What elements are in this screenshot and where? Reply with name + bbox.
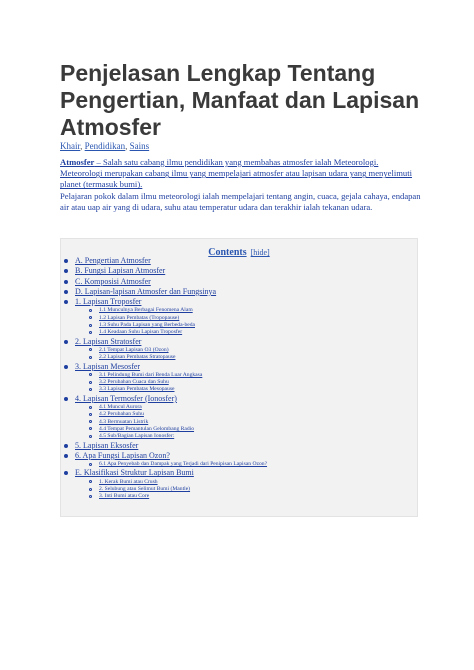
toc-link[interactable]: 1. Lapisan Troposfer [75,297,142,307]
circle-bullet-icon [89,348,92,351]
circle-bullet-icon [89,324,92,327]
toc-sublist [75,307,417,336]
circle-bullet-icon [89,316,92,319]
toc-sublink[interactable]: 4.2 Perubahan Suhu [99,411,144,418]
toc-link[interactable]: C. Komposisi Atmosfer [75,276,151,286]
intro-paragraph-2: Meteorologi merupakan cabang ilmu yang mempelajari atmosfer atau lapisan udara yang menyelimuti planet (termasuk bumi). [60,168,412,190]
circle-bullet-icon [89,331,92,334]
circle-bullet-icon [89,406,92,409]
intro-text [60,157,422,213]
toc-subitem [75,433,417,440]
intro-paragraph-1 [60,157,422,168]
bullet-icon [64,444,68,448]
toc-item [61,297,417,336]
toc-sublink[interactable]: 4.4 Tempat Pemantulan Gelombang Radio [99,425,195,432]
circle-bullet-icon [89,413,92,416]
toc-header [61,242,417,256]
toc-subitem [75,486,417,493]
toc-sublink[interactable]: 1.1 Munculnya Berbagai Fenomena Alam [99,307,193,314]
toc-sublink[interactable]: 1. Kerak Bumi atau Crush [99,478,158,485]
bullet-icon [64,280,68,284]
toc-link[interactable]: B. Fungsi Lapisan Atmosfer [75,266,166,276]
toc-item [61,266,417,276]
toc-subitem [75,404,417,411]
toc-item [61,362,417,394]
toc-sublist [75,479,417,501]
toc-sublink[interactable]: 3.1 Pelindung Bumi dari Benda Luar Angkasa [99,371,203,378]
toc-subitem [75,329,417,336]
circle-bullet-icon [89,495,92,498]
toc-link[interactable]: A. Pengertian Atmosfer [75,256,151,265]
category-link-pendidikan[interactable]: Pendidikan [84,141,126,151]
toc-link[interactable]: 4. Lapisan Termosfer (Ionosfer) [75,393,177,403]
toc-sublink[interactable]: 3.3 Lapisan Pembatas Mesopause [99,386,175,393]
toc-sublink[interactable]: 2. Selubung atau Selimut Bumi (Mantle) [99,486,191,493]
toc-subitem [75,411,417,418]
table-of-contents [60,238,418,517]
toc-sublink[interactable]: 1.2 Lapisan Pembatas (Tropopause) [99,314,180,321]
toc-title: Contents [208,247,247,258]
toc-subitem [75,354,417,361]
toc-link[interactable]: 5. Lapisan Eksosfer [75,440,139,450]
toc-subitem [75,461,417,468]
circle-bullet-icon [89,388,92,391]
toc-subitem [75,307,417,314]
bullet-icon [64,340,68,344]
toc-link[interactable]: 3. Lapisan Mesosfer [75,361,141,371]
toc-subitem [75,372,417,379]
category-links: Khair, Pendidikan, Sains [60,141,150,151]
circle-bullet-icon [89,480,92,483]
bullet-icon [64,397,68,401]
intro-paragraph-3: Pelajaran pokok dalam ilmu meteorologi ialah mempelajari tentang angin, cuaca, gejala cahaya, endapan air atau uap air yang di udara, suhu atau temperatur udara dan terakhir ialah tekanan udara. [60,190,421,212]
toc-link[interactable]: D. Lapisan-lapisan Atmosfer dan Fungsinya [75,286,217,296]
toc-sublink[interactable]: 2.1 Tempat Lapisan O3 (Ozon) [99,346,169,353]
bullet-icon [64,269,68,273]
toc-sublink[interactable]: 4.1 Muncul Aurora [99,404,142,411]
toc-item [61,277,417,287]
toc-item [61,441,417,451]
circle-bullet-icon [89,356,92,359]
toc-link[interactable]: 6. Apa Fungsi Lapisan Ozon? [75,450,170,460]
toc-item [61,451,417,469]
toc-sublink[interactable]: 1.3 Suhu Pada Lapisan yang Berbeda-beda [99,322,195,329]
toc-subitem [75,347,417,354]
circle-bullet-icon [89,435,92,438]
toc-sublink[interactable]: 4.3 Bermuatan Listrik [99,418,149,425]
toc-sublink[interactable]: 4.5 Sub/Bagian Lapisan Ionosfer: [99,433,175,440]
circle-bullet-icon [89,427,92,430]
toc-list [61,256,417,501]
bullet-icon [64,454,68,458]
toc-sublink[interactable]: 2.2 Lapisan Pembatas Stratopause [99,354,176,361]
circle-bullet-icon [89,309,92,312]
toc-sublist [75,404,417,440]
toc-sublist [75,461,417,468]
bullet-icon [64,365,68,369]
bullet-icon [64,290,68,294]
toc-item [61,337,417,362]
toc-sublink[interactable]: 3.2 Perubahan Cuaca dan Suhu [99,379,169,386]
toc-subitem [75,379,417,386]
circle-bullet-icon [89,420,92,423]
category-link-khair[interactable]: Khair [60,141,81,151]
toc-sublist [75,347,417,362]
page-title: Penjelasan Lengkap Tentang Pengertian, Manfaat dan Lapisan Atmosfer [60,60,420,140]
toc-item [61,468,417,500]
toc-item [61,394,417,441]
toc-link[interactable]: E. Klasifikasi Struktur Lapisan Bumi [75,468,194,478]
bullet-icon [64,300,68,304]
toc-sublink[interactable]: 1.4 Keadaan Suhu Lapisan Troposfer [99,329,183,336]
toc-hide-link[interactable]: [hide] [250,248,270,257]
circle-bullet-icon [89,463,92,466]
circle-bullet-icon [89,488,92,491]
atmosfer-term-link[interactable]: Atmosfer [60,157,95,167]
toc-subitem [75,315,417,322]
bullet-icon [64,259,68,263]
toc-subitem [75,493,417,500]
intro-p1-text: – Salah satu cabang ilmu pendidikan yang membahas atmosfer ialah Meteorologi. [94,157,379,167]
circle-bullet-icon [89,381,92,384]
toc-sublink[interactable]: 6.1 Apa Penyebab dan Dampak yang Terjadi dari Penipisan Lapisan Ozon? [99,461,268,468]
toc-item [61,287,417,297]
toc-sublist [75,372,417,394]
toc-subitem [75,479,417,486]
category-link-sains[interactable]: Sains [129,141,150,151]
toc-sublink[interactable]: 3. Inti Bumi atau Core [99,493,150,500]
circle-bullet-icon [89,373,92,376]
toc-subitem [75,386,417,393]
toc-subitem [75,419,417,426]
bullet-icon [64,471,68,475]
toc-item [61,256,417,266]
toc-link[interactable]: 2. Lapisan Stratosfer [75,336,142,346]
